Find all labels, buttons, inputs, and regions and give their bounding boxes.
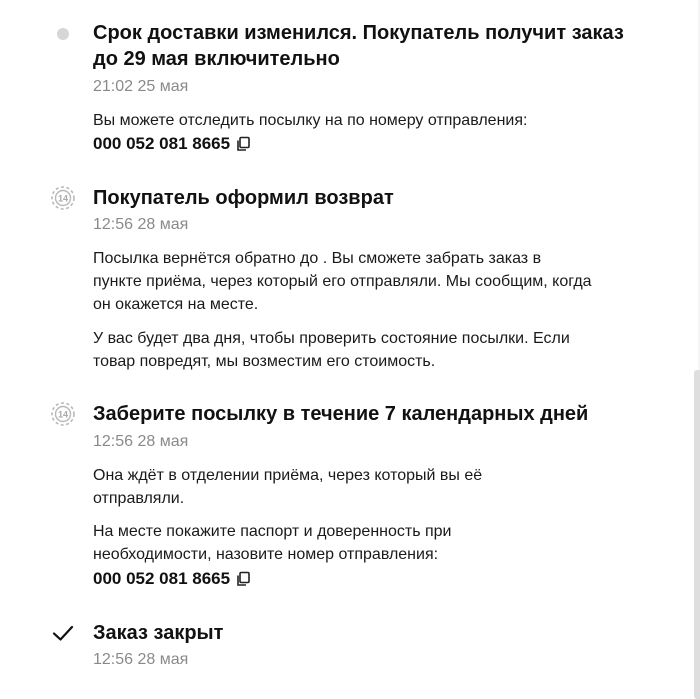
event-timestamp: 12:56 28 мая xyxy=(93,651,189,668)
event-title: Покупатель оформил возврат xyxy=(93,187,394,209)
status-dot-icon xyxy=(48,19,78,49)
copy-icon[interactable] xyxy=(235,571,251,587)
event-timestamp: 21:02 25 мая xyxy=(93,78,189,95)
svg-text:14: 14 xyxy=(57,409,69,420)
tracking-number xyxy=(93,133,251,155)
event-timestamp: 12:56 28 мая xyxy=(93,216,189,233)
tracking-number-value[interactable]: 000 052 081 8665 xyxy=(93,569,231,588)
event-timestamp: 12:56 28 мая xyxy=(93,433,189,450)
tracking-number xyxy=(93,568,251,590)
copy-icon[interactable] xyxy=(235,136,251,152)
event-description: Вы можете отследить посылку на по номеру отправления: xyxy=(93,112,528,129)
svg-text:14: 14 xyxy=(57,193,69,204)
timer-14-icon xyxy=(48,399,78,429)
event-description-secondary: На месте покажите паспорт и доверенность при необходимости, назовите номер отправления: xyxy=(93,523,452,563)
scrollbar-thumb[interactable] xyxy=(694,370,700,699)
timer-14-icon xyxy=(48,183,78,213)
event-title: Заберите посылку в течение 7 календарных дней xyxy=(93,403,589,425)
event-description: Посылка вернётся обратно до . Вы сможете забрать заказ в пункте приёма, через который его отправляли. Мы сообщим, когда он окажется на месте. xyxy=(93,250,592,313)
checkmark-icon xyxy=(48,618,78,648)
event-description: Она ждёт в отделении приёма, через который вы её отправляли. xyxy=(93,467,483,507)
event-title: Срок доставки изменился. Покупатель получит заказ до 29 мая включительно xyxy=(93,22,624,70)
tracking-number-value[interactable]: 000 052 081 8665 xyxy=(93,134,231,153)
event-title: Заказ закрыт xyxy=(93,622,224,644)
event-description-secondary: У вас будет два дня, чтобы проверить состояние посылки. Если товар повредят, мы возместим его стоимость. xyxy=(93,330,570,370)
